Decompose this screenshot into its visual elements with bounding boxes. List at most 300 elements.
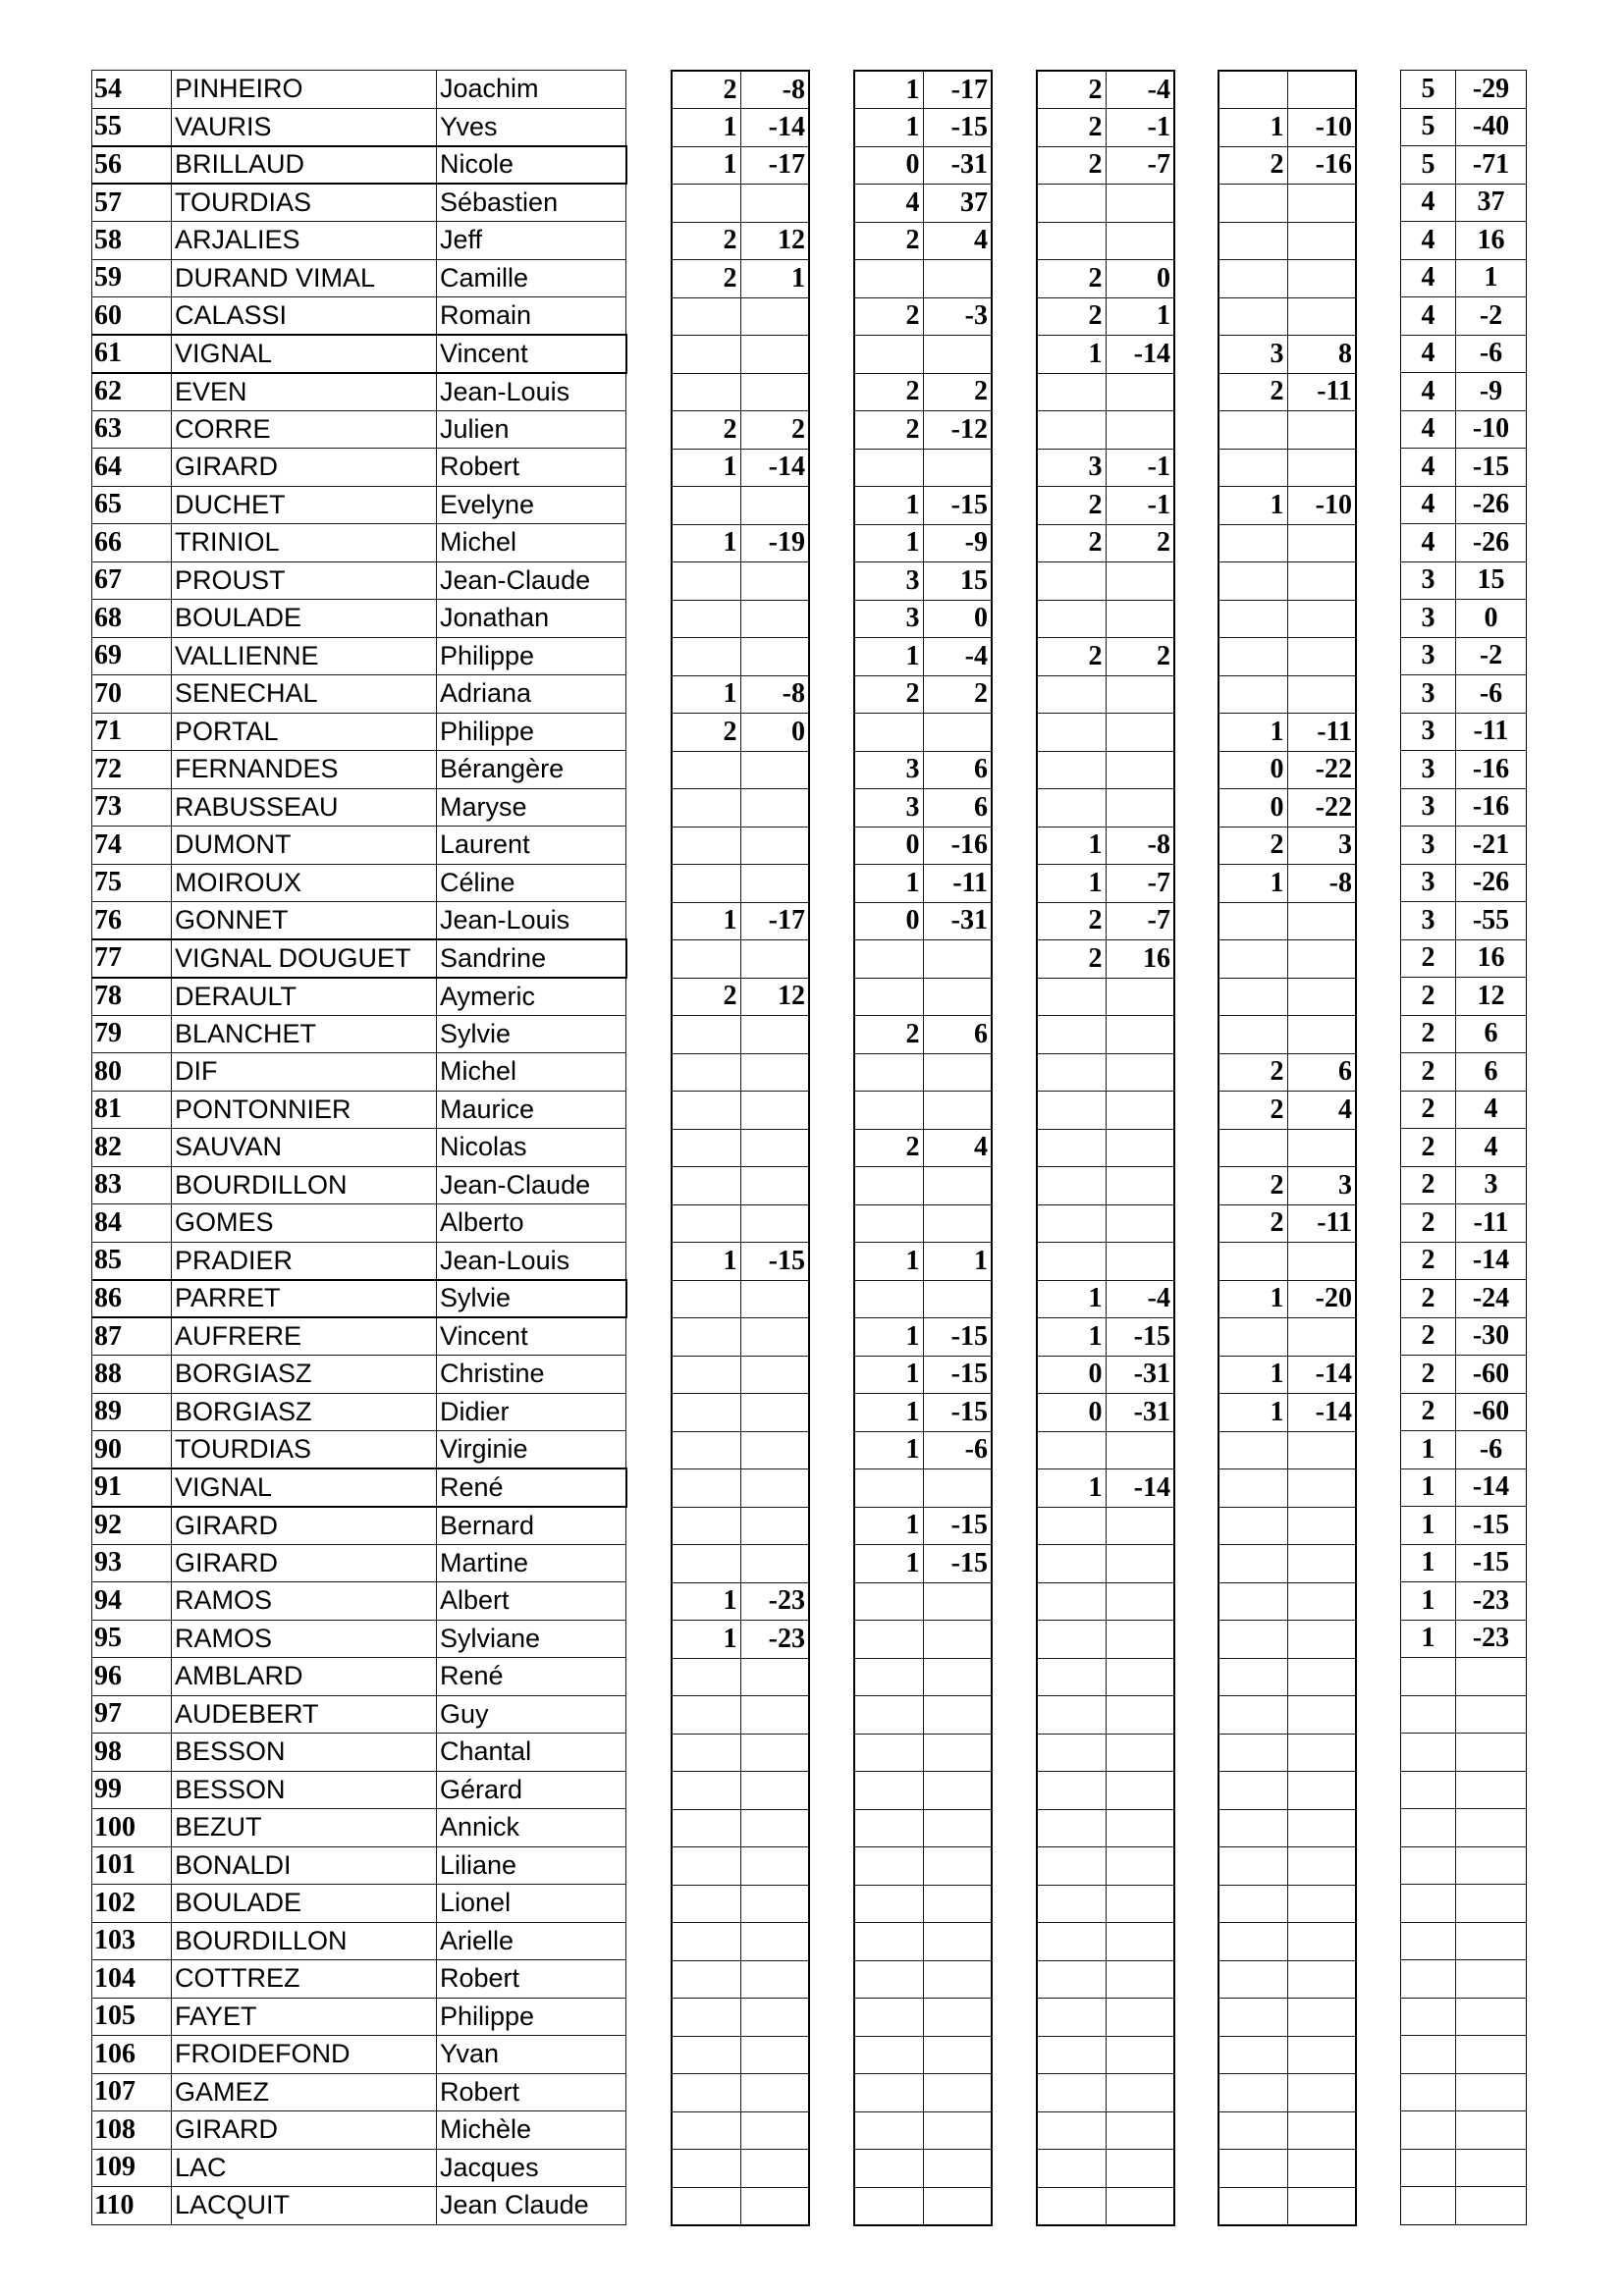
r2-difference-cell: -15 (923, 109, 992, 147)
r4-points-cell (1218, 524, 1287, 562)
player-row (92, 751, 626, 789)
r2-difference-cell (923, 336, 992, 374)
r4-points-cell: 2 (1218, 1167, 1287, 1205)
r4-difference-cell: 8 (1287, 336, 1356, 374)
r4-difference-cell (1287, 600, 1356, 638)
r1-row (672, 2111, 809, 2150)
total-row (1401, 335, 1527, 373)
rank-cell: 84 (92, 1204, 172, 1243)
rank-cell: 82 (92, 1129, 172, 1167)
r1-points-cell (672, 2074, 740, 2112)
r4-difference-cell (1287, 1243, 1356, 1281)
total-difference-cell: -71 (1456, 146, 1527, 185)
r2-row (854, 1243, 992, 1281)
r2-row (854, 2187, 992, 2225)
r4-points-cell (1218, 600, 1287, 638)
r1-row (672, 1318, 809, 1357)
first-name-cell: Virginie (437, 1431, 626, 1469)
r1-points-cell (672, 1658, 740, 1696)
r3-points-cell (1037, 2074, 1106, 2112)
r1-points-cell (672, 1696, 740, 1735)
r3-points-cell (1037, 1885, 1106, 1923)
r1-difference-cell (740, 1280, 809, 1318)
player-row (92, 1015, 626, 1053)
r4-row (1218, 1999, 1356, 2037)
last-name-cell: GIRARD (172, 1544, 437, 1582)
player-row (92, 1166, 626, 1204)
r1-difference-cell (740, 1318, 809, 1357)
first-name-cell: Annick (437, 1809, 626, 1847)
r2-row (854, 1734, 992, 1772)
r4-difference-cell (1287, 411, 1356, 450)
r2-row (854, 827, 992, 865)
r4-points-cell (1218, 411, 1287, 450)
r4-difference-cell (1287, 940, 1356, 979)
rank-cell: 74 (92, 827, 172, 865)
r4-difference-cell (1287, 2150, 1356, 2188)
player-row (92, 978, 626, 1016)
r2-difference-cell (923, 1734, 992, 1772)
r4-points-cell (1218, 185, 1287, 223)
r3-difference-cell (1106, 1621, 1174, 1659)
r4-difference-cell: -8 (1287, 865, 1356, 903)
r4-points-cell (1218, 222, 1287, 260)
first-name-cell: Sandrine (437, 939, 626, 978)
r3-row (1037, 865, 1174, 903)
last-name-cell: BESSON (172, 1771, 437, 1809)
r4-row (1218, 562, 1356, 601)
rank-cell: 58 (92, 222, 172, 260)
r2-difference-cell: -31 (923, 902, 992, 940)
r1-points-cell (672, 2187, 740, 2225)
first-name-cell: Philippe (437, 637, 626, 675)
last-name-cell: DIF (172, 1053, 437, 1092)
r3-difference-cell: -14 (1106, 1469, 1174, 1508)
r2-points-cell (854, 2187, 923, 2225)
r4-row (1218, 2187, 1356, 2225)
r2-row (854, 109, 992, 147)
r2-row (854, 1092, 992, 1130)
r3-difference-cell: 1 (1106, 297, 1174, 336)
total-row (1401, 1846, 1527, 1885)
first-name-cell: Michel (437, 1053, 626, 1092)
total-row (1401, 1771, 1527, 1809)
r4-row (1218, 1129, 1356, 1167)
first-name-cell: Nicolas (437, 1129, 626, 1167)
r2-row (854, 1885, 992, 1923)
r1-points-cell (672, 1431, 740, 1469)
rank-cell: 69 (92, 637, 172, 675)
r4-row (1218, 1016, 1356, 1054)
r2-row (854, 902, 992, 940)
r1-difference-cell (740, 2111, 809, 2150)
r3-points-cell (1037, 1621, 1106, 1659)
r1-points-cell (672, 1016, 740, 1054)
r1-row (672, 146, 809, 185)
total-difference-cell: -60 (1456, 1356, 1527, 1394)
first-name-cell: Romain (437, 297, 626, 336)
r1-row (672, 2187, 809, 2225)
r3-row (1037, 1469, 1174, 1508)
r1-difference-cell: 12 (740, 222, 809, 260)
r3-points-cell: 3 (1037, 449, 1106, 487)
r1-row (672, 2074, 809, 2112)
total-difference-cell: -16 (1456, 751, 1527, 789)
r3-difference-cell (1106, 562, 1174, 601)
r4-points-cell: 1 (1218, 487, 1287, 525)
r4-points-cell (1218, 1809, 1287, 1847)
player-row (92, 2111, 626, 2150)
r3-points-cell (1037, 600, 1106, 638)
total-row (1401, 827, 1527, 865)
total-table (1400, 70, 1527, 2225)
last-name-cell: DUCHET (172, 486, 437, 524)
r1-points-cell: 1 (672, 449, 740, 487)
r1-row (672, 1507, 809, 1545)
r1-difference-cell (740, 2150, 809, 2188)
last-name-cell: VIGNAL (172, 1468, 437, 1507)
r4-points-cell (1218, 562, 1287, 601)
last-name-cell: GIRARD (172, 1507, 437, 1545)
round-1-table (671, 70, 810, 2226)
r3-row (1037, 1507, 1174, 1545)
r1-points-cell (672, 600, 740, 638)
rank-cell: 89 (92, 1393, 172, 1431)
r2-difference-cell (923, 2111, 992, 2150)
r3-row (1037, 1999, 1174, 2037)
r2-points-cell (854, 1092, 923, 1130)
total-row (1401, 788, 1527, 827)
r1-points-cell (672, 1772, 740, 1810)
r4-difference-cell (1287, 1431, 1356, 1469)
total-difference-cell: 4 (1456, 1129, 1527, 1167)
r4-difference-cell (1287, 1960, 1356, 1999)
last-name-cell: GOMES (172, 1204, 437, 1243)
r4-points-cell (1218, 1318, 1287, 1357)
r4-points-cell (1218, 1582, 1287, 1621)
r4-difference-cell: 3 (1287, 827, 1356, 865)
r4-row (1218, 2111, 1356, 2150)
r3-difference-cell (1106, 600, 1174, 638)
total-difference-cell (1456, 1885, 1527, 1923)
total-difference-cell (1456, 2187, 1527, 2225)
player-row (92, 1393, 626, 1431)
r2-difference-cell: -15 (923, 1318, 992, 1357)
r4-difference-cell: 4 (1287, 1092, 1356, 1130)
first-name-cell: Michèle (437, 2111, 626, 2150)
r3-points-cell: 2 (1037, 940, 1106, 979)
player-row (92, 222, 626, 260)
r4-points-cell (1218, 638, 1287, 676)
last-name-cell: TOURDIAS (172, 1431, 437, 1469)
first-name-cell: Nicole (437, 146, 626, 185)
r4-difference-cell (1287, 2111, 1356, 2150)
total-row (1401, 146, 1527, 185)
rank-cell: 60 (92, 297, 172, 336)
r4-difference-cell: -20 (1287, 1280, 1356, 1318)
r4-difference-cell (1287, 1582, 1356, 1621)
total-row (1401, 222, 1527, 260)
total-points-cell (1401, 1960, 1456, 1999)
last-name-cell: LAC (172, 2149, 437, 2187)
r1-difference-cell (740, 1394, 809, 1432)
r3-difference-cell: -7 (1106, 865, 1174, 903)
r1-difference-cell (740, 1734, 809, 1772)
last-name-cell: AMBLARD (172, 1658, 437, 1696)
r3-row (1037, 146, 1174, 185)
r2-points-cell (854, 940, 923, 979)
r3-points-cell (1037, 789, 1106, 828)
player-row (92, 1317, 626, 1356)
total-points-cell: 2 (1401, 1393, 1456, 1431)
total-row (1401, 751, 1527, 789)
total-row (1401, 1053, 1527, 1092)
r2-row (854, 1545, 992, 1583)
r2-row (854, 2036, 992, 2074)
r3-difference-cell: -31 (1106, 1394, 1174, 1432)
r1-points-cell (672, 1545, 740, 1583)
total-row (1401, 2073, 1527, 2111)
player-row (92, 561, 626, 600)
rank-cell: 68 (92, 600, 172, 638)
rank-cell: 56 (92, 146, 172, 185)
rank-cell: 103 (92, 1922, 172, 1960)
player-row (92, 827, 626, 865)
total-row (1401, 1356, 1527, 1394)
r4-row (1218, 1167, 1356, 1205)
total-difference-cell (1456, 2149, 1527, 2187)
rank-cell: 73 (92, 788, 172, 827)
r2-row (854, 1847, 992, 1886)
r2-points-cell (854, 1847, 923, 1886)
r2-points-cell: 2 (854, 1016, 923, 1054)
r1-points-cell (672, 2150, 740, 2188)
r1-points-cell: 2 (672, 411, 740, 450)
player-row (92, 1960, 626, 1999)
total-row (1401, 1166, 1527, 1204)
r1-points-cell: 1 (672, 1621, 740, 1659)
r1-difference-cell (740, 2036, 809, 2074)
r3-points-cell (1037, 1204, 1106, 1243)
r2-row (854, 449, 992, 487)
player-row (92, 1091, 626, 1129)
player-row (92, 637, 626, 675)
r1-row (672, 714, 809, 752)
rank-cell: 105 (92, 1998, 172, 2036)
r2-row (854, 336, 992, 374)
last-name-cell: PINHEIRO (172, 71, 437, 109)
player-row (92, 902, 626, 940)
r2-row (854, 1621, 992, 1659)
r4-difference-cell (1287, 1923, 1356, 1961)
last-name-cell: TRINIOL (172, 524, 437, 562)
r3-difference-cell (1106, 675, 1174, 714)
r2-difference-cell: 1 (923, 1243, 992, 1281)
r2-points-cell (854, 1204, 923, 1243)
r3-difference-cell (1106, 789, 1174, 828)
r1-row (672, 71, 809, 109)
first-name-cell: Liliane (437, 1846, 626, 1885)
r2-difference-cell (923, 1658, 992, 1696)
r4-difference-cell (1287, 1129, 1356, 1167)
r3-difference-cell (1106, 373, 1174, 411)
r4-difference-cell (1287, 1318, 1356, 1357)
r1-points-cell (672, 336, 740, 374)
r2-points-cell: 3 (854, 751, 923, 789)
total-row (1401, 71, 1527, 109)
first-name-cell: Bernard (437, 1507, 626, 1545)
r4-row (1218, 1469, 1356, 1508)
r1-points-cell (672, 373, 740, 411)
r3-row (1037, 1696, 1174, 1735)
r3-points-cell (1037, 1016, 1106, 1054)
r2-points-cell: 2 (854, 373, 923, 411)
r3-row (1037, 411, 1174, 450)
last-name-cell: MOIROUX (172, 864, 437, 902)
first-name-cell: Arielle (437, 1922, 626, 1960)
total-points-cell: 2 (1401, 1280, 1456, 1318)
r3-row (1037, 1318, 1174, 1357)
r4-row (1218, 71, 1356, 109)
rank-cell: 64 (92, 449, 172, 487)
r1-points-cell (672, 1734, 740, 1772)
r4-row (1218, 1772, 1356, 1810)
r3-points-cell (1037, 1999, 1106, 2037)
player-row (92, 1885, 626, 1923)
r1-difference-cell: -17 (740, 146, 809, 185)
total-row (1401, 1734, 1527, 1772)
r4-row (1218, 260, 1356, 298)
player-row (92, 184, 626, 222)
r2-row (854, 1923, 992, 1961)
total-row (1401, 486, 1527, 524)
r1-row (672, 1243, 809, 1281)
r4-row (1218, 1394, 1356, 1432)
r3-difference-cell (1106, 1545, 1174, 1583)
rank-cell: 92 (92, 1507, 172, 1545)
rank-cell: 102 (92, 1885, 172, 1923)
r2-difference-cell (923, 714, 992, 752)
r4-difference-cell (1287, 1999, 1356, 2037)
r2-row (854, 1696, 992, 1735)
total-row (1401, 1620, 1527, 1658)
r1-row (672, 411, 809, 450)
r1-row (672, 1053, 809, 1092)
total-difference-cell: -6 (1456, 335, 1527, 373)
total-points-cell: 3 (1401, 788, 1456, 827)
player-row (92, 2187, 626, 2225)
r1-difference-cell (740, 1772, 809, 1810)
total-difference-cell: -30 (1456, 1317, 1527, 1356)
r4-row (1218, 2036, 1356, 2074)
r3-points-cell (1037, 2111, 1106, 2150)
r4-difference-cell (1287, 1507, 1356, 1545)
total-points-cell: 3 (1401, 675, 1456, 714)
r2-difference-cell: -3 (923, 297, 992, 336)
first-name-cell: Jean Claude (437, 2187, 626, 2225)
r3-difference-cell: -4 (1106, 1280, 1174, 1318)
r1-difference-cell (740, 1053, 809, 1092)
r1-difference-cell: -17 (740, 902, 809, 940)
r4-difference-cell (1287, 1658, 1356, 1696)
r4-row (1218, 185, 1356, 223)
r1-difference-cell (740, 865, 809, 903)
r3-difference-cell (1106, 2111, 1174, 2150)
total-row (1401, 1280, 1527, 1318)
r4-points-cell (1218, 902, 1287, 940)
r2-difference-cell: 6 (923, 751, 992, 789)
r4-difference-cell (1287, 524, 1356, 562)
player-row (92, 713, 626, 751)
r1-difference-cell (740, 1204, 809, 1243)
first-name-cell: Jean-Louis (437, 902, 626, 940)
r4-points-cell (1218, 1696, 1287, 1735)
r4-difference-cell (1287, 297, 1356, 336)
total-difference-cell: -24 (1456, 1280, 1527, 1318)
first-name-cell: Sylvie (437, 1015, 626, 1053)
r1-row (672, 1809, 809, 1847)
r4-points-cell (1218, 1129, 1287, 1167)
total-row (1401, 600, 1527, 638)
r1-row (672, 1885, 809, 1923)
player-row (92, 146, 626, 185)
total-difference-cell: -2 (1456, 637, 1527, 675)
r2-row (854, 1129, 992, 1167)
last-name-cell: VIGNAL (172, 335, 437, 373)
first-name-cell: Alberto (437, 1204, 626, 1243)
r3-difference-cell (1106, 1999, 1174, 2037)
rank-cell: 94 (92, 1582, 172, 1621)
r2-points-cell (854, 1696, 923, 1735)
r3-difference-cell: -7 (1106, 146, 1174, 185)
r3-points-cell (1037, 2036, 1106, 2074)
r4-difference-cell (1287, 1809, 1356, 1847)
r3-points-cell (1037, 978, 1106, 1016)
total-difference-cell (1456, 2073, 1527, 2111)
r2-row (854, 1582, 992, 1621)
r1-difference-cell (740, 1696, 809, 1735)
first-name-cell: Jean-Claude (437, 1166, 626, 1204)
r3-row (1037, 1431, 1174, 1469)
r2-points-cell (854, 1582, 923, 1621)
r4-points-cell (1218, 1469, 1287, 1508)
r3-row (1037, 1621, 1174, 1659)
r1-points-cell: 2 (672, 714, 740, 752)
r4-points-cell: 2 (1218, 1204, 1287, 1243)
rank-cell: 77 (92, 939, 172, 978)
total-difference-cell: -23 (1456, 1582, 1527, 1621)
total-difference-cell: -23 (1456, 1620, 1527, 1658)
total-points-cell (1401, 1885, 1456, 1923)
total-row (1401, 1582, 1527, 1621)
total-points-cell: 4 (1401, 259, 1456, 297)
r2-row (854, 373, 992, 411)
r1-difference-cell: -23 (740, 1621, 809, 1659)
first-name-cell: Céline (437, 864, 626, 902)
last-name-cell: PRADIER (172, 1242, 437, 1280)
r2-difference-cell (923, 1621, 992, 1659)
r2-points-cell: 1 (854, 487, 923, 525)
r2-row (854, 978, 992, 1016)
r2-points-cell (854, 449, 923, 487)
r2-points-cell: 3 (854, 600, 923, 638)
last-name-cell: BOULADE (172, 600, 437, 638)
r4-row (1218, 222, 1356, 260)
r3-row (1037, 714, 1174, 752)
total-difference-cell: 37 (1456, 184, 1527, 222)
r1-difference-cell (740, 336, 809, 374)
r2-points-cell: 1 (854, 109, 923, 147)
